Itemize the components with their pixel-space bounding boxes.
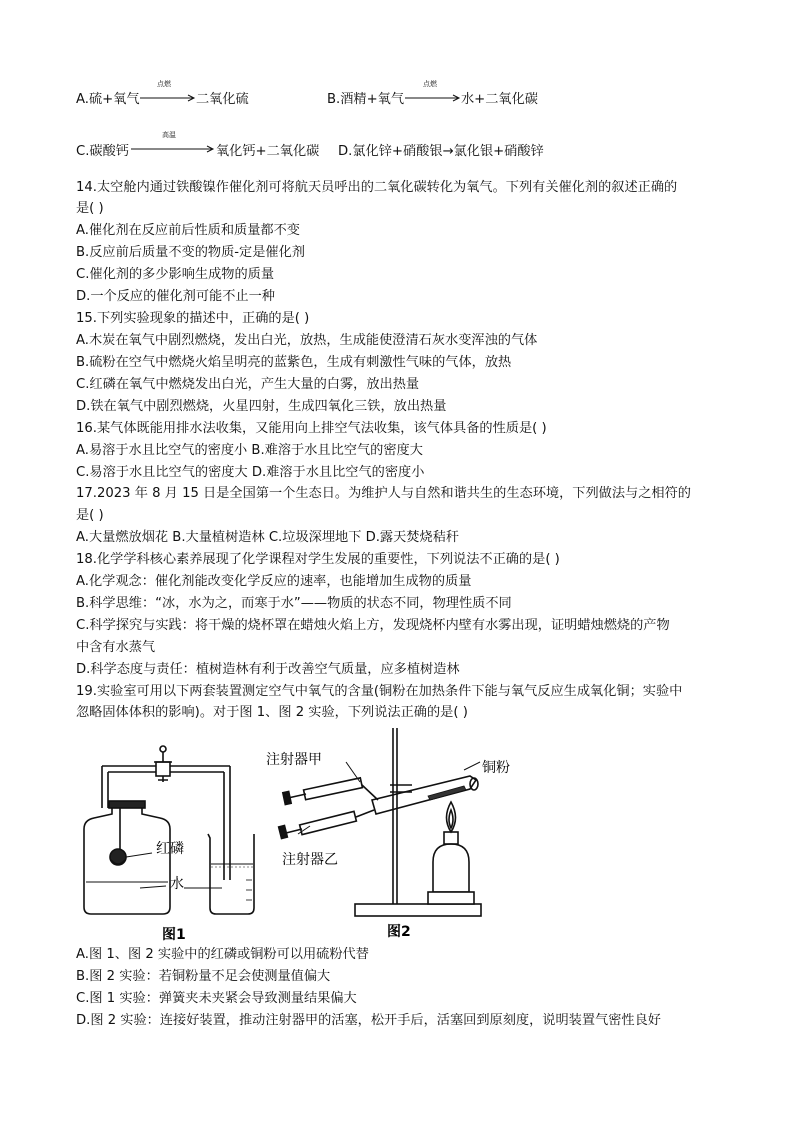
question-18-option-d: D.科学态度与责任：植树造林有利于改善空气质量，应多植树造林 <box>76 662 460 677</box>
question-14-option-a: A.催化剂在反应前后性质和质量都不变 <box>76 223 300 238</box>
reaction-arrow-icon <box>140 88 196 104</box>
question-15-stem: 15.下列实验现象的描述中，正确的是( ) <box>76 311 310 326</box>
option-13d: D.氯化锌+硝酸银→氯化银+硝酸锌 <box>338 144 544 159</box>
question-17-options: A.大量燃放烟花 B.大量植树造林 C.垃圾深埋地下 D.露天焚烧秸秆 <box>76 530 460 545</box>
question-17-stem-cont: 是( ) <box>76 508 104 523</box>
option-13c-left: C.碳酸钙 <box>76 144 129 159</box>
question-19-option-b: B.图 2 实验：若铜粉量不足会使测量值偏大 <box>76 969 331 984</box>
question-16-stem: 16.某气体既能用排水法收集，又能用向上排空气法收集，该气体具备的性质是( ) <box>76 421 547 436</box>
question-19-option-a: A.图 1、图 2 实验中的红磷或铜粉可以用硫粉代替 <box>76 947 369 962</box>
question-18-option-b: B.科学思维：“冰，水为之，而寒于水”——物质的状态不同，物理性质不同 <box>76 596 512 611</box>
question-14-option-c: C.催化剂的多少影响生成物的质量 <box>76 267 275 282</box>
option-13b-left: B.酒精+氧气 <box>327 92 405 107</box>
question-17-stem: 17.2023 年 8 月 15 日是全国第一个生态日。为维护人与自然和谐共生的生态环境，下列做法与之相符的 <box>76 486 691 501</box>
reaction-arrow-icon <box>405 88 461 104</box>
syringe-b-label: 注射器乙 <box>282 852 338 868</box>
question-14-option-d: D.一个反应的催化剂可能不止一种 <box>76 289 275 304</box>
question-15-option-b: B.硫粉在空气中燃烧火焰呈明亮的蓝紫色，生成有刺激性气味的气体，放热 <box>76 355 512 370</box>
reaction-arrow-icon <box>131 139 215 155</box>
option-13c-condition: 高温 <box>162 131 176 139</box>
question-19-option-c: C.图 1 实验：弹簧夹未夹紧会导致测量结果偏大 <box>76 991 357 1006</box>
question-15-option-a: A.木炭在氧气中剧烈燃烧，发出白光，放热，生成能使澄清石灰水变浑浊的气体 <box>76 333 538 348</box>
question-14-option-b: B.反应前后质量不变的物质-定是催化剂 <box>76 245 305 260</box>
red-phosphorus-label: 红磷 <box>156 841 184 857</box>
question-16-options-cd: C.易溶于水且比空气的密度大 D.难溶于水且比空气的密度小 <box>76 465 425 480</box>
question-19-option-d: D.图 2 实验：连接好装置，推动注射器甲的活塞，松开手后，活塞回到原刻度，说明装置气密性良好 <box>76 1013 661 1028</box>
question-18-option-c-cont: 中含有水蒸气 <box>76 640 156 655</box>
apparatus-figures <box>60 722 600 944</box>
copper-powder-label: 铜粉 <box>482 760 510 776</box>
question-14-stem-cont: 是( ) <box>76 201 104 216</box>
water-label: 水 <box>170 876 184 892</box>
question-16-options-ab: A.易溶于水且比空气的密度小 B.难溶于水且比空气的密度大 <box>76 443 423 458</box>
question-18-option-c: C.科学探究与实践：将干燥的烧杯罩在蜡烛火焰上方，发现烧杯内壁有水雾出现，证明蜡烛燃烧的产物 <box>76 618 670 633</box>
figure-1-label: 图1 <box>162 927 186 943</box>
option-13b-right: 水+二氧化碳 <box>461 92 538 107</box>
question-18-option-a: A.化学观念：催化剂能改变化学反应的速率，也能增加生成物的质量 <box>76 574 472 589</box>
question-18-stem: 18.化学学科核心素养展现了化学课程对学生发展的重要性，下列说法不正确的是( ) <box>76 552 560 567</box>
question-15-option-c: C.红磷在氧气中燃烧发出白光，产生大量的白雾，放出热量 <box>76 377 420 392</box>
question-19-stem-cont: 忽略固体体积的影响)。对于图 1、图 2 实验，下列说法正确的是( ) <box>76 705 468 720</box>
figure-1-apparatus <box>84 746 254 914</box>
option-13a-left: A.硫+氧气 <box>76 92 140 107</box>
option-13c-right: 氧化钙+二氧化碳 <box>216 144 320 159</box>
question-14-stem: 14.太空舱内通过铁酸镍作催化剂可将航天员呼出的二氧化碳转化为氧气。下列有关催化剂的叙述正确的 <box>76 180 678 195</box>
question-19-stem: 19.实验室可用以下两套装置测定空气中氧气的含量(铜粉在加热条件下能与氧气反应生成氧化铜；实验中 <box>76 684 683 699</box>
option-13a-condition: 点燃 <box>157 80 171 88</box>
option-13b-condition: 点燃 <box>423 80 437 88</box>
syringe-a-label: 注射器甲 <box>266 752 322 768</box>
option-13a-right: 二氧化硫 <box>196 92 249 107</box>
figure-2-label: 图2 <box>387 924 411 940</box>
question-15-option-d: D.铁在氧气中剧烈燃烧，火星四射，生成四氧化三铁，放出热量 <box>76 399 447 414</box>
